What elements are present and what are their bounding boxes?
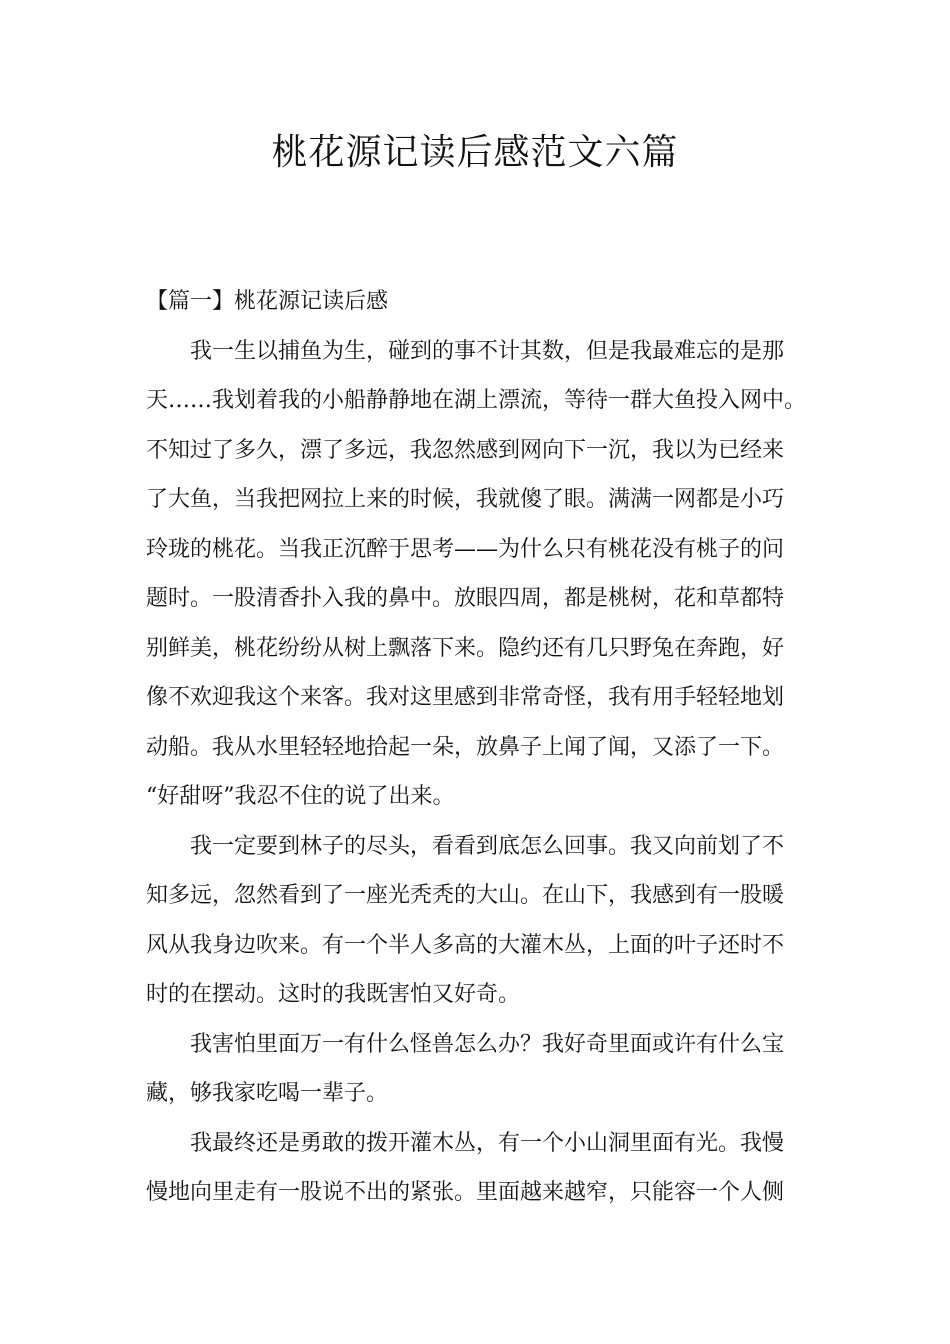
text-line: 藏，够我家吃喝一辈子。 [146,1081,389,1106]
text-line: 我害怕里面万一有什么怪兽怎么办？我好奇里面或许有什么宝 [190,1031,785,1057]
section-heading: 【篇一】桃花源记读后感 [146,289,389,314]
text-line: 题时。一股清香扑入我的鼻中。放眼四周，都是桃树，花和草都特 [146,586,785,611]
text-line: 我一定要到林子的尽头，看看到底怎么回事。我又向前划了不 [190,833,785,859]
text-line: 时的在摆动。这时的我既害怕又好奇。 [146,982,521,1007]
text-line: 我最终还是勇敢的拨开灌木丛，有一个小山洞里面有光。我慢 [190,1130,785,1156]
text-line: 玲珑的桃花。当我正沉醉于思考——为什么只有桃花没有桃子的问 [146,536,785,562]
text-line: 别鲜美，桃花纷纷从树上飘落下来。隐约还有几只野兔在奔跑，好 [146,635,785,661]
text-line: 不知过了多久，漂了多远，我忽然感到网向下一沉，我以为已经来 [146,437,785,463]
text-line: 了大鱼，当我把网拉上来的时候，我就傻了眼。满满一网都是小巧 [146,487,785,512]
document-body [146,277,806,1218]
text-line: 我一生以捕鱼为生，碰到的事不计其数，但是我最难忘的是那 [190,338,785,364]
text-line: 天……我划着我的小船静静地在湖上漂流，等待一群大鱼投入网中。 [146,388,807,413]
paragraph-2 [146,822,806,1020]
text-line: 像不欢迎我这个来客。我对这里感到非常奇怪，我有用手轻轻地划 [146,685,785,710]
text-line: “好甜呀”我忍不住的说了出来。 [146,784,455,809]
paragraph-1 [146,327,806,822]
document-title: 桃花源记读后感范文六篇 [271,132,679,173]
text-line: 风从我身边吹来。有一个半人多高的大灌木丛，上面的叶子还时不 [146,932,785,958]
paragraph-3 [146,1020,806,1119]
text-line: 动船。我从水里轻轻地拾起一朵，放鼻子上闻了闻，又添了一下。 [146,734,785,760]
text-line: 慢地向里走有一股说不出的紧张。里面越来越窄，只能容一个人侧 [146,1180,785,1205]
paragraph-4 [146,1119,806,1218]
text-line: 知多远，忽然看到了一座光秃秃的大山。在山下，我感到有一股暖 [146,883,785,908]
